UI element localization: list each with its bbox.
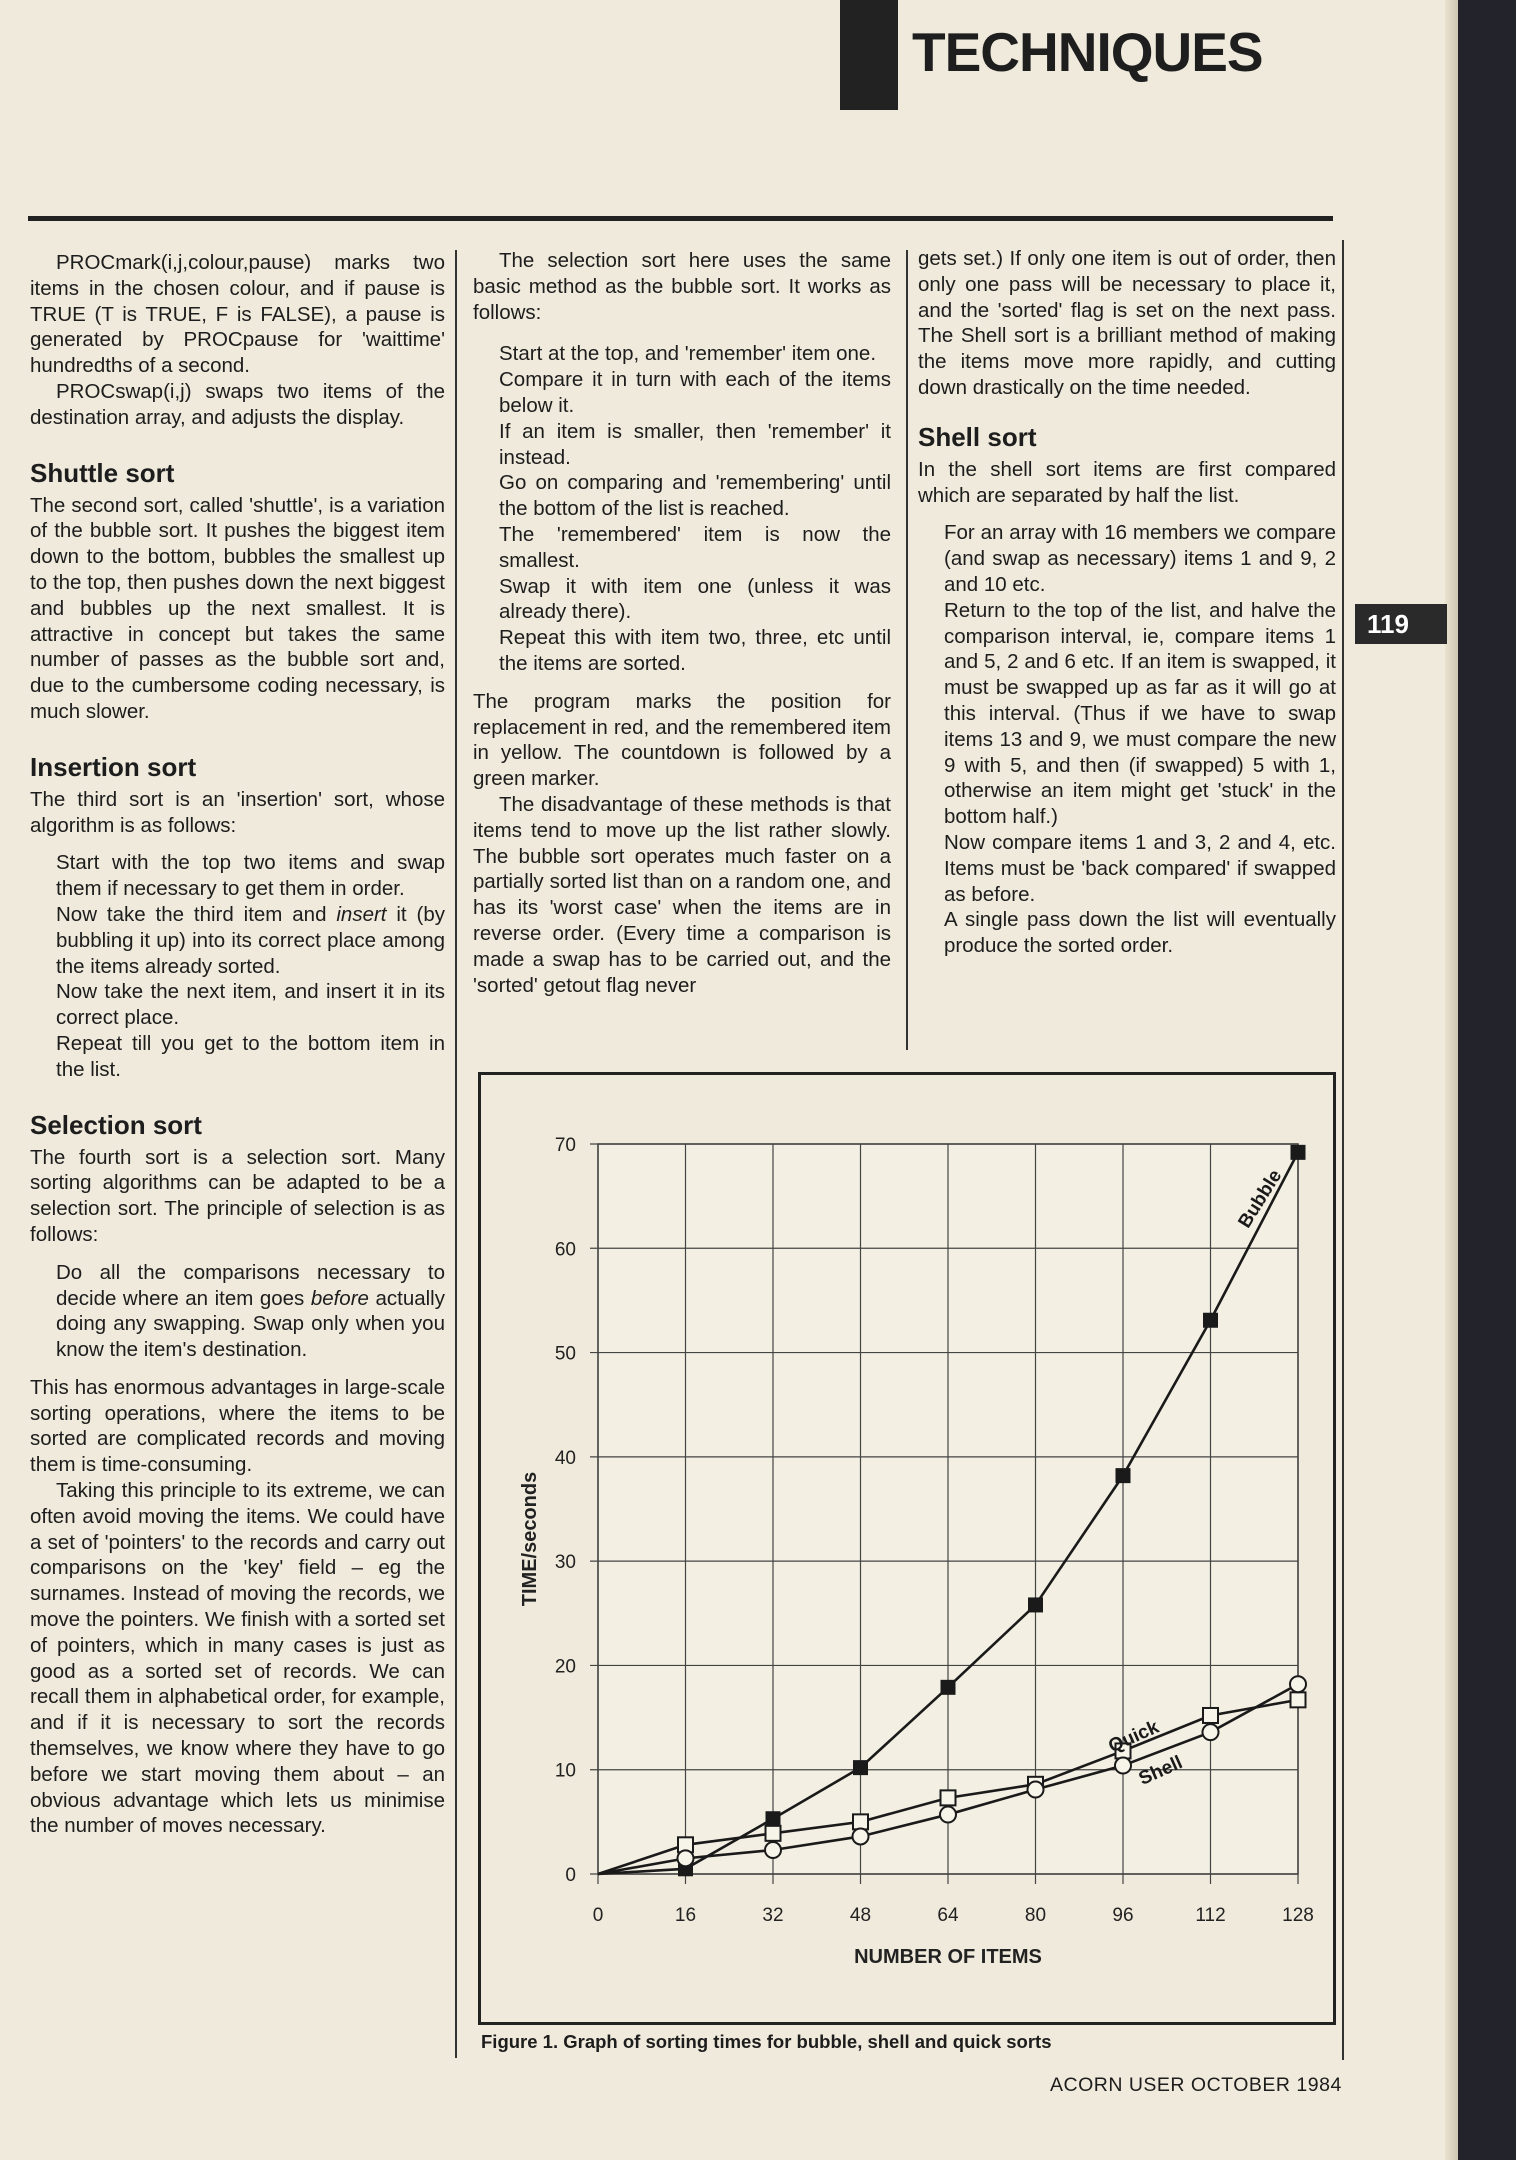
y-tick-label: 60 (554, 1239, 576, 1261)
series-label-shell: Shell (1135, 1752, 1186, 1790)
y-tick-label: 20 (554, 1656, 576, 1678)
data-point-shell (940, 1807, 956, 1823)
list-item: Go on comparing and 'remembering' until the bottom of the list is reached. (499, 471, 891, 521)
data-point-quick (941, 1790, 956, 1805)
column-rule-middle (906, 250, 908, 1050)
data-point-bubble (853, 1760, 868, 1775)
paragraph: The second sort, called 'shuttle', is a variation of the bubble sort. It pushes the biggest item down to the bottom, bubbles the smallest up to the top, then pushes down the next biggest and bubbles up the next smallest. It is attractive in concept but takes the same number of passes as the bubble sort and, due to the cumbersome coding necessary, is much slower. (30, 493, 445, 723)
y-tick-label: 70 (554, 1135, 576, 1156)
data-point-shell (1203, 1724, 1219, 1740)
column-2 (473, 248, 891, 998)
list-item: Swap it with item one (unless it was already there). (499, 574, 891, 624)
paragraph: The disadvantage of these methods is that items tend to move up the list rather slowly. The bubble sort operates much faster on a partially sorted list than on a random one, and has its 'worst case' when the items are in reverse order. (Every time a comparison is made a swap has to be carried out, and the 'sorted' getout flag never (473, 792, 891, 997)
list-item: Repeat this with item two, three, etc until the items are sorted. (499, 626, 891, 675)
header-block (840, 0, 898, 110)
list-item: Start at the top, and 'remember' item one. (499, 342, 877, 366)
selection-principle (30, 1260, 445, 1363)
top-rule (28, 216, 1333, 221)
paragraph: gets set.) If only one item is out of order, then only one pass will be necessary to place it, and the 'sorted' flag is set on the next pass. The Shell sort is a brilliant method of making the items move more rapidly, and cutting down drastically on the time needed. (918, 247, 1336, 399)
selection-steps (473, 341, 891, 676)
paragraph: In the shell sort items are first compared which are separated by half the list. (918, 457, 1336, 507)
list-item: Now take the next item, and insert it in its correct place. (56, 980, 445, 1030)
x-tick-label: 96 (1112, 1905, 1134, 1926)
data-point-shell (678, 1850, 694, 1866)
y-tick-label: 50 (554, 1343, 576, 1365)
list-item: If an item is smaller, then 'remember' it instead. (499, 419, 891, 469)
footer-issue: ACORN USER OCTOBER 1984 (1050, 2074, 1342, 2096)
page-edge (1458, 0, 1516, 2160)
page-number-badge: 119 (1355, 604, 1447, 644)
paragraph: The program marks the position for replacement in red, and the remembered item in yellow. The countdown is followed by a green marker. (473, 689, 891, 791)
figure-caption: Figure 1. Graph of sorting times for bubble, shell and quick sorts (481, 2031, 1052, 2052)
list-item: Now compare items 1 and 3, 2 and 4, etc. Items must be 'back compared' if swapped as before. (944, 830, 1336, 906)
list-item: Do all the comparisons necessary to decide where an item goes before actually doing any swapping. Swap only when you know the item's destination. (56, 1260, 445, 1362)
column-1 (30, 250, 445, 1839)
x-tick-label: 128 (1282, 1905, 1314, 1926)
data-point-bubble (1028, 1597, 1043, 1612)
paragraph: The fourth sort is a selection sort. Many sorting algorithms can be adapted to be a selection sort. The principle of selection is as follows: (30, 1145, 445, 1246)
y-tick-label: 30 (554, 1552, 576, 1574)
data-point-shell (1290, 1676, 1306, 1692)
data-point-bubble (941, 1680, 956, 1695)
heading-selection-sort: Selection sort (30, 1109, 202, 1140)
y-tick-label: 10 (554, 1760, 576, 1782)
heading-shell-sort: Shell sort (918, 421, 1037, 452)
sorting-times-chart (478, 1072, 1336, 2025)
data-point-bubble (766, 1811, 781, 1826)
x-tick-label: 80 (1024, 1905, 1047, 1926)
x-tick-label: 16 (674, 1905, 697, 1926)
series-label-bubble: Bubble (1234, 1166, 1287, 1232)
heading-insertion-sort: Insertion sort (30, 751, 197, 782)
data-point-shell (765, 1842, 781, 1858)
x-tick-label: 112 (1195, 1905, 1226, 1926)
x-axis-title: NUMBER OF ITEMS (854, 1946, 1042, 1968)
paragraph: The selection sort here uses the same basic method as the bubble sort. It works as follows: (473, 249, 891, 324)
x-tick-label: 0 (592, 1905, 604, 1926)
insertion-steps (30, 850, 445, 1082)
paragraph: PROCswap(i,j) swaps two items of the destination array, and adjusts the display. (30, 379, 445, 429)
paragraph: The third sort is an 'insertion' sort, whose algorithm is as follows: (30, 787, 445, 837)
y-tick-label: 0 (565, 1865, 576, 1886)
shell-steps (918, 520, 1336, 959)
data-point-shell (1028, 1782, 1044, 1798)
data-point-bubble (1203, 1313, 1218, 1328)
heading-shuttle-sort: Shuttle sort (30, 457, 175, 488)
list-item: Return to the top of the list, and halve the comparison interval, ie, compare items 1 and 5, 2 and 6 etc. If an item is swapped, it must be swapped up as far as it will go at this interval. (Thus if we have to swap items 13 and 9, we must compare the new 9 with 5, and then (if swapped) 5 with 1, otherwise an item might get 'stuck' in the bottom half.) (944, 598, 1336, 829)
data-point-bubble (1291, 1145, 1306, 1160)
series-label-quick: Quick (1105, 1716, 1163, 1758)
list-item: For an array with 16 members we compare (and swap as necessary) items 1 and 9, 2 and 10 etc. (944, 521, 1336, 596)
list-item: Start with the top two items and swap them if necessary to get them in order. (56, 851, 445, 901)
list-item: The 'remembered' item is now the smallest. (499, 522, 891, 572)
data-point-quick (1291, 1692, 1306, 1707)
page-edge-shadow (1445, 0, 1458, 2160)
data-point-quick (853, 1814, 868, 1829)
x-tick-label: 64 (937, 1905, 959, 1926)
x-tick-label: 48 (849, 1905, 872, 1926)
paragraph: Taking this principle to its extreme, we can often avoid moving the items. We could have a set of 'pointers' to the records and carry out comparisons on the 'key' field – eg the surnames. Instead of moving the records, we move the pointers. We finish with a sorted set of pointers, which in many cases is just as good as a sorted set of records. We can recall them in alphabetical order, for example, and if it is necessary to sort the records themselves, we know where they have to go before we start moving them about – an obvious advantage which lets us minimise the number of moves necessary. (30, 1479, 445, 1838)
list-item: Now take the third item and insert it (by bubbling it up) into its correct place among the items already sorted. (56, 902, 445, 978)
section-title: TECHNIQUES (912, 21, 1263, 83)
column-rule-right (1342, 240, 1344, 2060)
data-point-quick (766, 1826, 781, 1841)
column-rule-left (455, 250, 457, 2058)
data-point-bubble (1116, 1468, 1131, 1483)
paragraph: This has enormous advantages in large-scale sorting operations, where the items to be sorted are complicated records and moving them is time-consuming. (30, 1375, 445, 1477)
x-tick-label: 32 (762, 1905, 784, 1926)
data-point-shell (1115, 1758, 1131, 1774)
y-tick-label: 40 (554, 1447, 576, 1469)
column-3 (918, 246, 1336, 959)
y-axis-title: TIME/seconds (519, 1471, 541, 1607)
paragraph: PROCmark(i,j,colour,pause) marks two items in the chosen colour, and if pause is TRUE (T is TRUE, F is FALSE), a pause is generated by PROCpause for 'waittime' hundredths of a second. (30, 251, 445, 378)
list-item: Repeat till you get to the bottom item in the list. (56, 1031, 445, 1081)
list-item: A single pass down the list will eventually produce the sorted order. (944, 908, 1336, 958)
data-point-shell (853, 1828, 869, 1844)
list-item: Compare it in turn with each of the items below it. (499, 368, 891, 417)
data-point-quick (1203, 1708, 1218, 1723)
